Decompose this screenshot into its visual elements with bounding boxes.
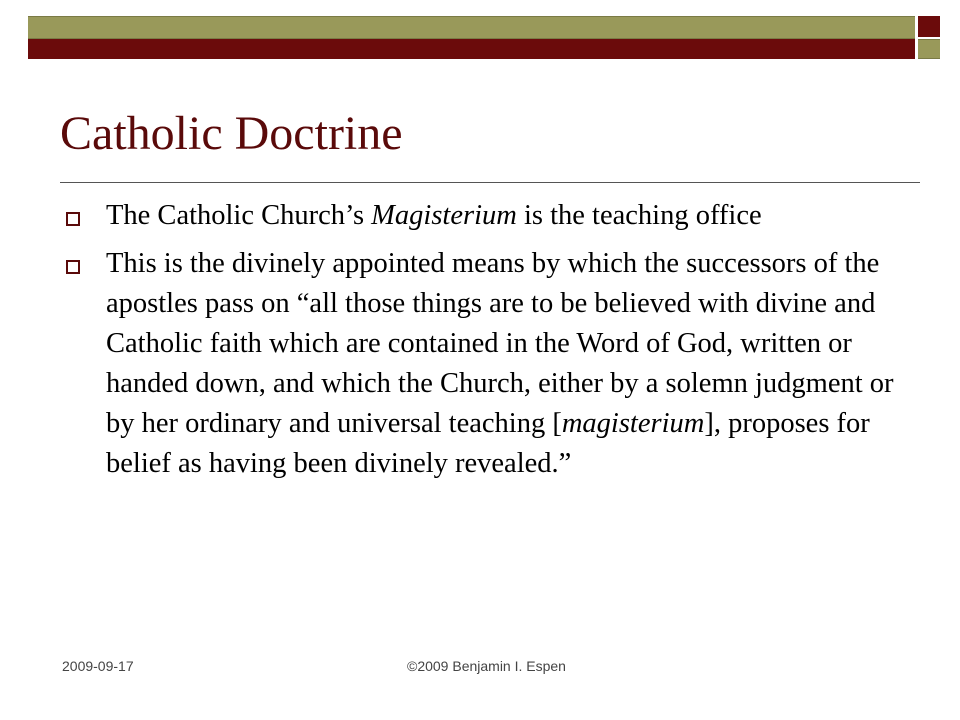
footer-copyright: ©2009 Benjamin I. Espen bbox=[407, 658, 566, 674]
header-maroon-band bbox=[28, 39, 915, 59]
header-olive-band bbox=[28, 16, 915, 39]
bullet-item bbox=[60, 244, 920, 484]
square-bullet-icon bbox=[66, 260, 80, 274]
bullet-list bbox=[60, 196, 920, 492]
bullet-text-end: is the teaching office bbox=[516, 200, 762, 231]
bullet-item bbox=[60, 196, 920, 236]
header-decoration bbox=[0, 0, 960, 70]
bullet-text-end: ], proposes for belief as having been divinely revealed.” bbox=[106, 408, 870, 479]
bullet-text-italic: Magisterium bbox=[371, 200, 517, 231]
footer-date: 2009-09-17 bbox=[62, 658, 134, 674]
header-corner-maroon-block bbox=[918, 16, 940, 37]
title-divider bbox=[60, 182, 920, 183]
bullet-text-italic: magisterium bbox=[561, 408, 705, 439]
slide-title: Catholic Doctrine bbox=[60, 107, 403, 160]
bullet-text-start: The Catholic Church’s bbox=[106, 200, 372, 231]
bullet-text-start: This is the divinely appointed means by which the successors of the apostles pass on “all those things are to be believed with divine and Catholic faith which are contained in the Word of God, written or handed down, and which the Church, either by a solemn judgment or by her ordinary and universal teaching [ bbox=[106, 248, 894, 439]
square-bullet-icon bbox=[66, 212, 80, 226]
header-corner-olive-block bbox=[918, 39, 940, 59]
